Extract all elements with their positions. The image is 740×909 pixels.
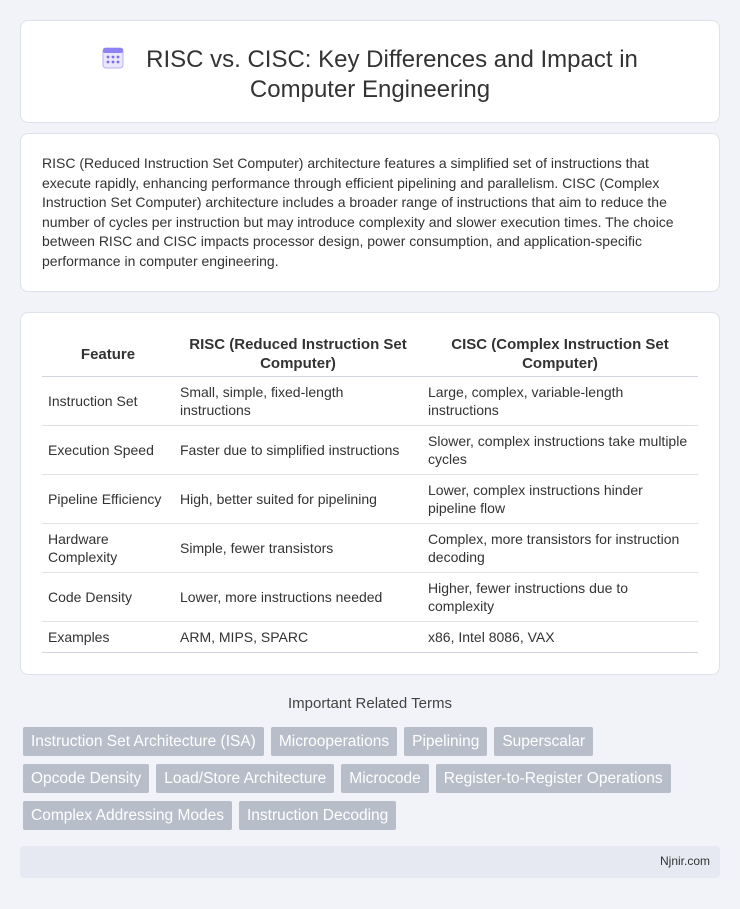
comparison-table	[42, 333, 698, 653]
header-feature: Feature	[42, 333, 174, 376]
feature-cell: Pipeline Efficiency	[42, 474, 174, 523]
term-tag[interactable]: Microcode	[341, 764, 429, 793]
cisc-cell: Complex, more transistors for instruction decoding	[422, 523, 698, 572]
risc-cell: High, better suited for pipelining	[174, 474, 422, 523]
feature-cell: Hardware Complexity	[42, 523, 174, 572]
term-tag[interactable]: Pipelining	[404, 727, 487, 756]
term-tag[interactable]: Register-to-Register Operations	[436, 764, 671, 793]
feature-cell: Examples	[42, 621, 174, 652]
risc-cell: Faster due to simplified instructions	[174, 425, 422, 474]
cisc-cell: x86, Intel 8086, VAX	[422, 621, 698, 652]
footer-brand[interactable]: Njnir.com	[659, 854, 710, 868]
page-title: RISC vs. CISC: Key Differences and Impact in Computer Engineering	[146, 46, 638, 103]
risc-cell: ARM, MIPS, SPARC	[174, 621, 422, 652]
table-row	[42, 572, 698, 621]
term-tag[interactable]: Instruction Decoding	[239, 801, 396, 830]
header-risc: RISC (Reduced Instruction Set Computer)	[174, 333, 422, 376]
header-cisc: CISC (Complex Instruction Set Computer)	[422, 333, 698, 376]
table-header-row	[42, 333, 698, 376]
table-row	[42, 376, 698, 425]
risc-cell: Small, simple, fixed-length instructions	[174, 376, 422, 425]
feature-cell: Instruction Set	[42, 376, 174, 425]
tag-row	[23, 764, 713, 793]
term-tag[interactable]: Superscalar	[494, 727, 593, 756]
cisc-cell: Slower, complex instructions take multiple cycles	[422, 425, 698, 474]
related-terms-list	[23, 727, 713, 838]
cisc-cell: Large, complex, variable-length instructions	[422, 376, 698, 425]
intro-card	[20, 133, 720, 292]
cisc-cell: Lower, complex instructions hinder pipeline flow	[422, 474, 698, 523]
table-row	[42, 523, 698, 572]
table-row	[42, 474, 698, 523]
footer-bar	[20, 846, 720, 878]
related-terms-heading: Important Related Terms	[288, 695, 452, 712]
page-title-wrap	[51, 45, 689, 105]
feature-cell: Code Density	[42, 572, 174, 621]
table-row	[42, 425, 698, 474]
cisc-cell: Higher, fewer instructions due to complexity	[422, 572, 698, 621]
comparison-card	[20, 312, 720, 675]
term-tag[interactable]: Complex Addressing Modes	[23, 801, 232, 830]
calendar-grid-icon	[102, 46, 124, 70]
term-tag[interactable]: Load/Store Architecture	[156, 764, 334, 793]
table-row	[42, 621, 698, 652]
risc-cell: Simple, fewer transistors	[174, 523, 422, 572]
term-tag[interactable]: Microoperations	[271, 727, 397, 756]
tag-row	[23, 801, 713, 830]
tag-row	[23, 727, 713, 756]
term-tag[interactable]: Instruction Set Architecture (ISA)	[23, 727, 264, 756]
term-tag[interactable]: Opcode Density	[23, 764, 149, 793]
title-card	[20, 20, 720, 123]
intro-paragraph: RISC (Reduced Instruction Set Computer) architecture features a simplified set of instructions that execute rapidly, enhancing performance through efficient pipelining and parallelism. CISC (Complex Instruction Set Computer) architecture includes a broader range of instructions that aim to reduce the number of cycles per instruction but may introduce complexity and slower execution times. The choice between RISC and CISC impacts processor design, power consumption, and application-specific performance in computer engineering.	[42, 155, 674, 269]
risc-cell: Lower, more instructions needed	[174, 572, 422, 621]
feature-cell: Execution Speed	[42, 425, 174, 474]
